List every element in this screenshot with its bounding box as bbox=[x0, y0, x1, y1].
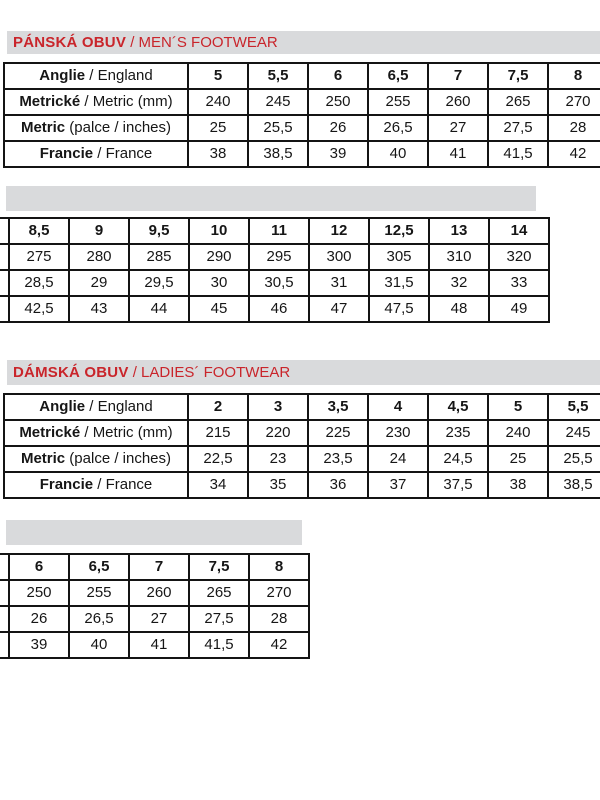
table-row bbox=[0, 270, 549, 296]
size-value-cell: 285 bbox=[129, 244, 189, 270]
size-value-cell: 7,5 bbox=[488, 63, 548, 89]
size-value-cell: 23 bbox=[248, 446, 308, 472]
row-label: Francie / France bbox=[4, 141, 188, 167]
size-value-cell: 5 bbox=[488, 394, 548, 420]
cutoff-cell bbox=[0, 606, 9, 632]
size-value-cell: 24 bbox=[368, 446, 428, 472]
size-value-cell: 300 bbox=[309, 244, 369, 270]
size-value-cell: 295 bbox=[249, 244, 309, 270]
size-value-cell: 290 bbox=[189, 244, 249, 270]
cutoff-cell bbox=[0, 244, 9, 270]
cutoff-cell bbox=[0, 632, 9, 658]
size-value-cell: 41,5 bbox=[488, 141, 548, 167]
size-value-cell: 24,5 bbox=[428, 446, 488, 472]
ladies-title-rest: / LADIES´ FOOTWEAR bbox=[128, 364, 291, 381]
size-value-cell: 39 bbox=[308, 141, 368, 167]
size-value-cell: 25,5 bbox=[248, 115, 308, 141]
size-value-cell: 6 bbox=[308, 63, 368, 89]
table-row bbox=[4, 89, 600, 115]
size-value-cell: 220 bbox=[248, 420, 308, 446]
mens-title-rest: / MEN´S FOOTWEAR bbox=[126, 34, 278, 51]
mens-continuation-bar bbox=[6, 186, 536, 211]
ladies-continuation-bar bbox=[6, 520, 302, 545]
cutoff-cell bbox=[0, 270, 9, 296]
size-value-cell: 260 bbox=[428, 89, 488, 115]
table-row bbox=[0, 296, 549, 322]
size-value-cell: 6 bbox=[9, 554, 69, 580]
size-value-cell: 27,5 bbox=[488, 115, 548, 141]
size-value-cell: 41 bbox=[428, 141, 488, 167]
size-value-cell: 7 bbox=[129, 554, 189, 580]
size-value-cell: 43 bbox=[69, 296, 129, 322]
size-value-cell: 260 bbox=[129, 580, 189, 606]
size-value-cell: 8,5 bbox=[9, 218, 69, 244]
size-value-cell: 33 bbox=[489, 270, 549, 296]
table-row bbox=[4, 141, 600, 167]
size-value-cell: 7,5 bbox=[189, 554, 249, 580]
size-value-cell: 26 bbox=[308, 115, 368, 141]
table-row bbox=[0, 218, 549, 244]
size-value-cell: 37,5 bbox=[428, 472, 488, 498]
table-row bbox=[4, 394, 600, 420]
size-value-cell: 245 bbox=[248, 89, 308, 115]
size-value-cell: 31 bbox=[309, 270, 369, 296]
size-value-cell: 35 bbox=[248, 472, 308, 498]
ladies-section-title bbox=[7, 360, 600, 385]
size-value-cell: 265 bbox=[189, 580, 249, 606]
mens-section-title bbox=[7, 31, 600, 54]
size-value-cell: 46 bbox=[249, 296, 309, 322]
size-value-cell: 41 bbox=[129, 632, 189, 658]
cutoff-cell bbox=[0, 554, 9, 580]
size-value-cell: 240 bbox=[488, 420, 548, 446]
size-value-cell: 320 bbox=[489, 244, 549, 270]
cutoff-cell bbox=[0, 296, 9, 322]
table-row bbox=[0, 580, 309, 606]
size-value-cell: 270 bbox=[548, 89, 600, 115]
table-row bbox=[4, 446, 600, 472]
size-value-cell: 255 bbox=[368, 89, 428, 115]
row-label: Metric (palce / inches) bbox=[4, 446, 188, 472]
size-value-cell: 38,5 bbox=[548, 472, 600, 498]
size-value-cell: 12 bbox=[309, 218, 369, 244]
row-label: Metrické / Metric (mm) bbox=[4, 420, 188, 446]
size-value-cell: 34 bbox=[188, 472, 248, 498]
size-value-cell: 25 bbox=[188, 115, 248, 141]
size-value-cell: 40 bbox=[368, 141, 428, 167]
table-row bbox=[4, 115, 600, 141]
size-value-cell: 30 bbox=[189, 270, 249, 296]
size-value-cell: 275 bbox=[9, 244, 69, 270]
table-row bbox=[4, 472, 600, 498]
size-value-cell: 37 bbox=[368, 472, 428, 498]
size-value-cell: 270 bbox=[249, 580, 309, 606]
size-value-cell: 25,5 bbox=[548, 446, 600, 472]
size-value-cell: 41,5 bbox=[189, 632, 249, 658]
size-value-cell: 14 bbox=[489, 218, 549, 244]
size-value-cell: 5,5 bbox=[548, 394, 600, 420]
size-value-cell: 310 bbox=[429, 244, 489, 270]
size-value-cell: 26 bbox=[9, 606, 69, 632]
size-value-cell: 10 bbox=[189, 218, 249, 244]
size-value-cell: 6,5 bbox=[69, 554, 129, 580]
size-value-cell: 30,5 bbox=[249, 270, 309, 296]
row-label: Anglie / England bbox=[4, 394, 188, 420]
mens-size-table-part2 bbox=[0, 217, 550, 323]
size-value-cell: 9 bbox=[69, 218, 129, 244]
mens-section-header bbox=[7, 31, 600, 54]
size-value-cell: 40 bbox=[69, 632, 129, 658]
ladies-section-header bbox=[7, 360, 600, 385]
size-value-cell: 280 bbox=[69, 244, 129, 270]
table-row bbox=[4, 420, 600, 446]
size-value-cell: 255 bbox=[69, 580, 129, 606]
size-value-cell: 240 bbox=[188, 89, 248, 115]
size-value-cell: 29 bbox=[69, 270, 129, 296]
size-value-cell: 22,5 bbox=[188, 446, 248, 472]
size-value-cell: 27,5 bbox=[189, 606, 249, 632]
size-value-cell: 250 bbox=[9, 580, 69, 606]
size-value-cell: 2 bbox=[188, 394, 248, 420]
size-value-cell: 11 bbox=[249, 218, 309, 244]
size-value-cell: 305 bbox=[369, 244, 429, 270]
size-value-cell: 3 bbox=[248, 394, 308, 420]
size-value-cell: 47 bbox=[309, 296, 369, 322]
size-value-cell: 48 bbox=[429, 296, 489, 322]
size-value-cell: 28 bbox=[548, 115, 600, 141]
cutoff-cell bbox=[0, 580, 9, 606]
row-label: Metrické / Metric (mm) bbox=[4, 89, 188, 115]
table-row bbox=[0, 606, 309, 632]
size-value-cell: 225 bbox=[308, 420, 368, 446]
size-value-cell: 42 bbox=[548, 141, 600, 167]
mens-size-table-part1 bbox=[3, 62, 600, 168]
table-row bbox=[4, 63, 600, 89]
size-value-cell: 42 bbox=[249, 632, 309, 658]
cutoff-cell bbox=[0, 218, 9, 244]
mens-title-bold: PÁNSKÁ OBUV bbox=[13, 34, 127, 51]
size-value-cell: 27 bbox=[428, 115, 488, 141]
table-row bbox=[0, 632, 309, 658]
size-value-cell: 8 bbox=[249, 554, 309, 580]
size-value-cell: 5 bbox=[188, 63, 248, 89]
size-value-cell: 38 bbox=[188, 141, 248, 167]
size-value-cell: 38 bbox=[488, 472, 548, 498]
size-value-cell: 25 bbox=[488, 446, 548, 472]
size-value-cell: 5,5 bbox=[248, 63, 308, 89]
size-value-cell: 12,5 bbox=[369, 218, 429, 244]
size-value-cell: 8 bbox=[548, 63, 600, 89]
size-value-cell: 7 bbox=[428, 63, 488, 89]
size-value-cell: 38,5 bbox=[248, 141, 308, 167]
size-value-cell: 4,5 bbox=[428, 394, 488, 420]
row-label: Francie / France bbox=[4, 472, 188, 498]
size-value-cell: 26,5 bbox=[69, 606, 129, 632]
size-value-cell: 32 bbox=[429, 270, 489, 296]
size-value-cell: 23,5 bbox=[308, 446, 368, 472]
size-value-cell: 265 bbox=[488, 89, 548, 115]
size-value-cell: 44 bbox=[129, 296, 189, 322]
size-value-cell: 28,5 bbox=[9, 270, 69, 296]
size-value-cell: 215 bbox=[188, 420, 248, 446]
size-value-cell: 36 bbox=[308, 472, 368, 498]
table-row bbox=[0, 554, 309, 580]
size-value-cell: 6,5 bbox=[368, 63, 428, 89]
size-value-cell: 9,5 bbox=[129, 218, 189, 244]
ladies-size-table-part2 bbox=[0, 553, 310, 659]
ladies-title-bold: DÁMSKÁ OBUV bbox=[13, 364, 129, 381]
size-value-cell: 13 bbox=[429, 218, 489, 244]
size-value-cell: 250 bbox=[308, 89, 368, 115]
size-value-cell: 27 bbox=[129, 606, 189, 632]
size-value-cell: 4 bbox=[368, 394, 428, 420]
size-value-cell: 47,5 bbox=[369, 296, 429, 322]
size-value-cell: 31,5 bbox=[369, 270, 429, 296]
size-value-cell: 245 bbox=[548, 420, 600, 446]
size-value-cell: 28 bbox=[249, 606, 309, 632]
size-value-cell: 29,5 bbox=[129, 270, 189, 296]
size-value-cell: 49 bbox=[489, 296, 549, 322]
table-row bbox=[0, 244, 549, 270]
size-value-cell: 45 bbox=[189, 296, 249, 322]
size-value-cell: 26,5 bbox=[368, 115, 428, 141]
row-label: Anglie / England bbox=[4, 63, 188, 89]
row-label: Metric (palce / inches) bbox=[4, 115, 188, 141]
ladies-size-table-part1 bbox=[3, 393, 600, 499]
size-value-cell: 3,5 bbox=[308, 394, 368, 420]
size-value-cell: 42,5 bbox=[9, 296, 69, 322]
size-value-cell: 230 bbox=[368, 420, 428, 446]
size-value-cell: 39 bbox=[9, 632, 69, 658]
size-value-cell: 235 bbox=[428, 420, 488, 446]
